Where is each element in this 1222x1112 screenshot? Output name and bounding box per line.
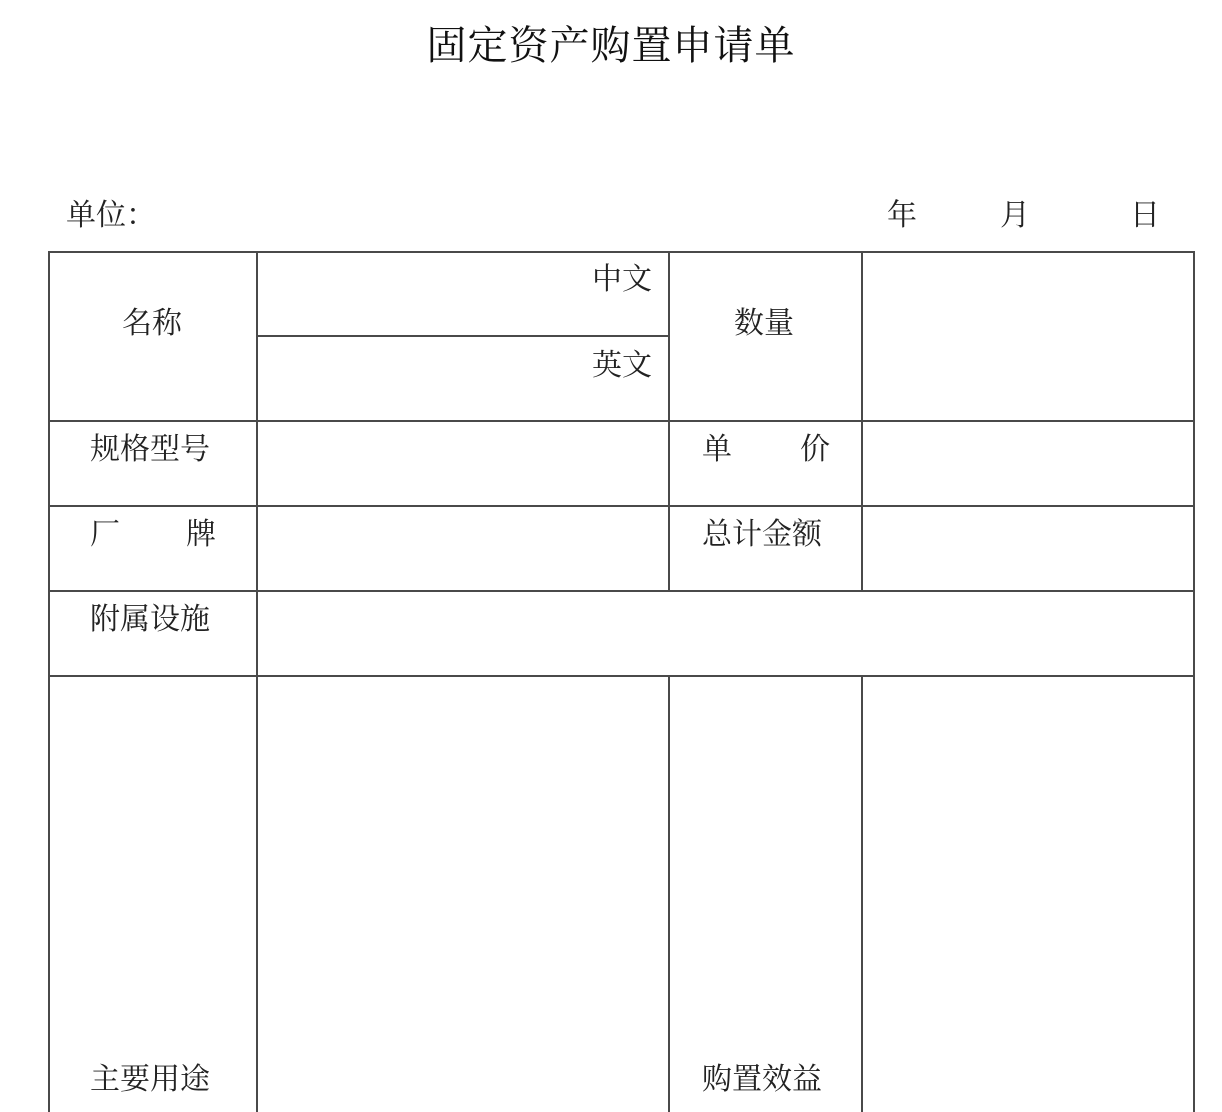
name-row-divider [257,335,669,337]
table-border-top [48,251,1195,253]
date-year-label: 年 [887,198,917,233]
column-divider [668,675,670,1112]
unit-price-char-1: 单 [702,432,732,467]
column-divider [861,251,863,592]
column-divider [668,251,670,592]
quantity-label: 数量 [734,306,794,341]
row-divider [48,420,1195,422]
brand-label [90,509,216,553]
accessories-label: 附属设施 [90,602,210,637]
name-label: 名称 [122,306,182,341]
date-day-label: 日 [1130,198,1160,233]
date-month-label: 月 [1000,198,1030,233]
brand-char-1: 厂 [90,517,120,552]
main-use-label: 主要用途 [90,1062,210,1097]
name-english-label: 英文 [592,348,652,383]
brand-char-2: 牌 [186,517,216,552]
table-border-right [1193,251,1195,1112]
column-divider [256,251,258,1112]
column-divider [861,675,863,1112]
unit-price-char-2: 价 [800,432,830,467]
form-title: 固定资产购置申请单 [426,23,796,69]
unit-label: 单位： [66,198,156,233]
spec-model-label: 规格型号 [90,432,210,467]
name-chinese-label: 中文 [592,262,652,297]
total-amount-label: 总计金额 [702,517,822,552]
table-border-left [48,251,50,1112]
row-divider [48,505,1195,507]
unit-price-label [702,424,830,468]
row-divider [48,590,1195,592]
purchase-benefit-label: 购置效益 [702,1062,822,1097]
row-divider [48,675,1195,677]
